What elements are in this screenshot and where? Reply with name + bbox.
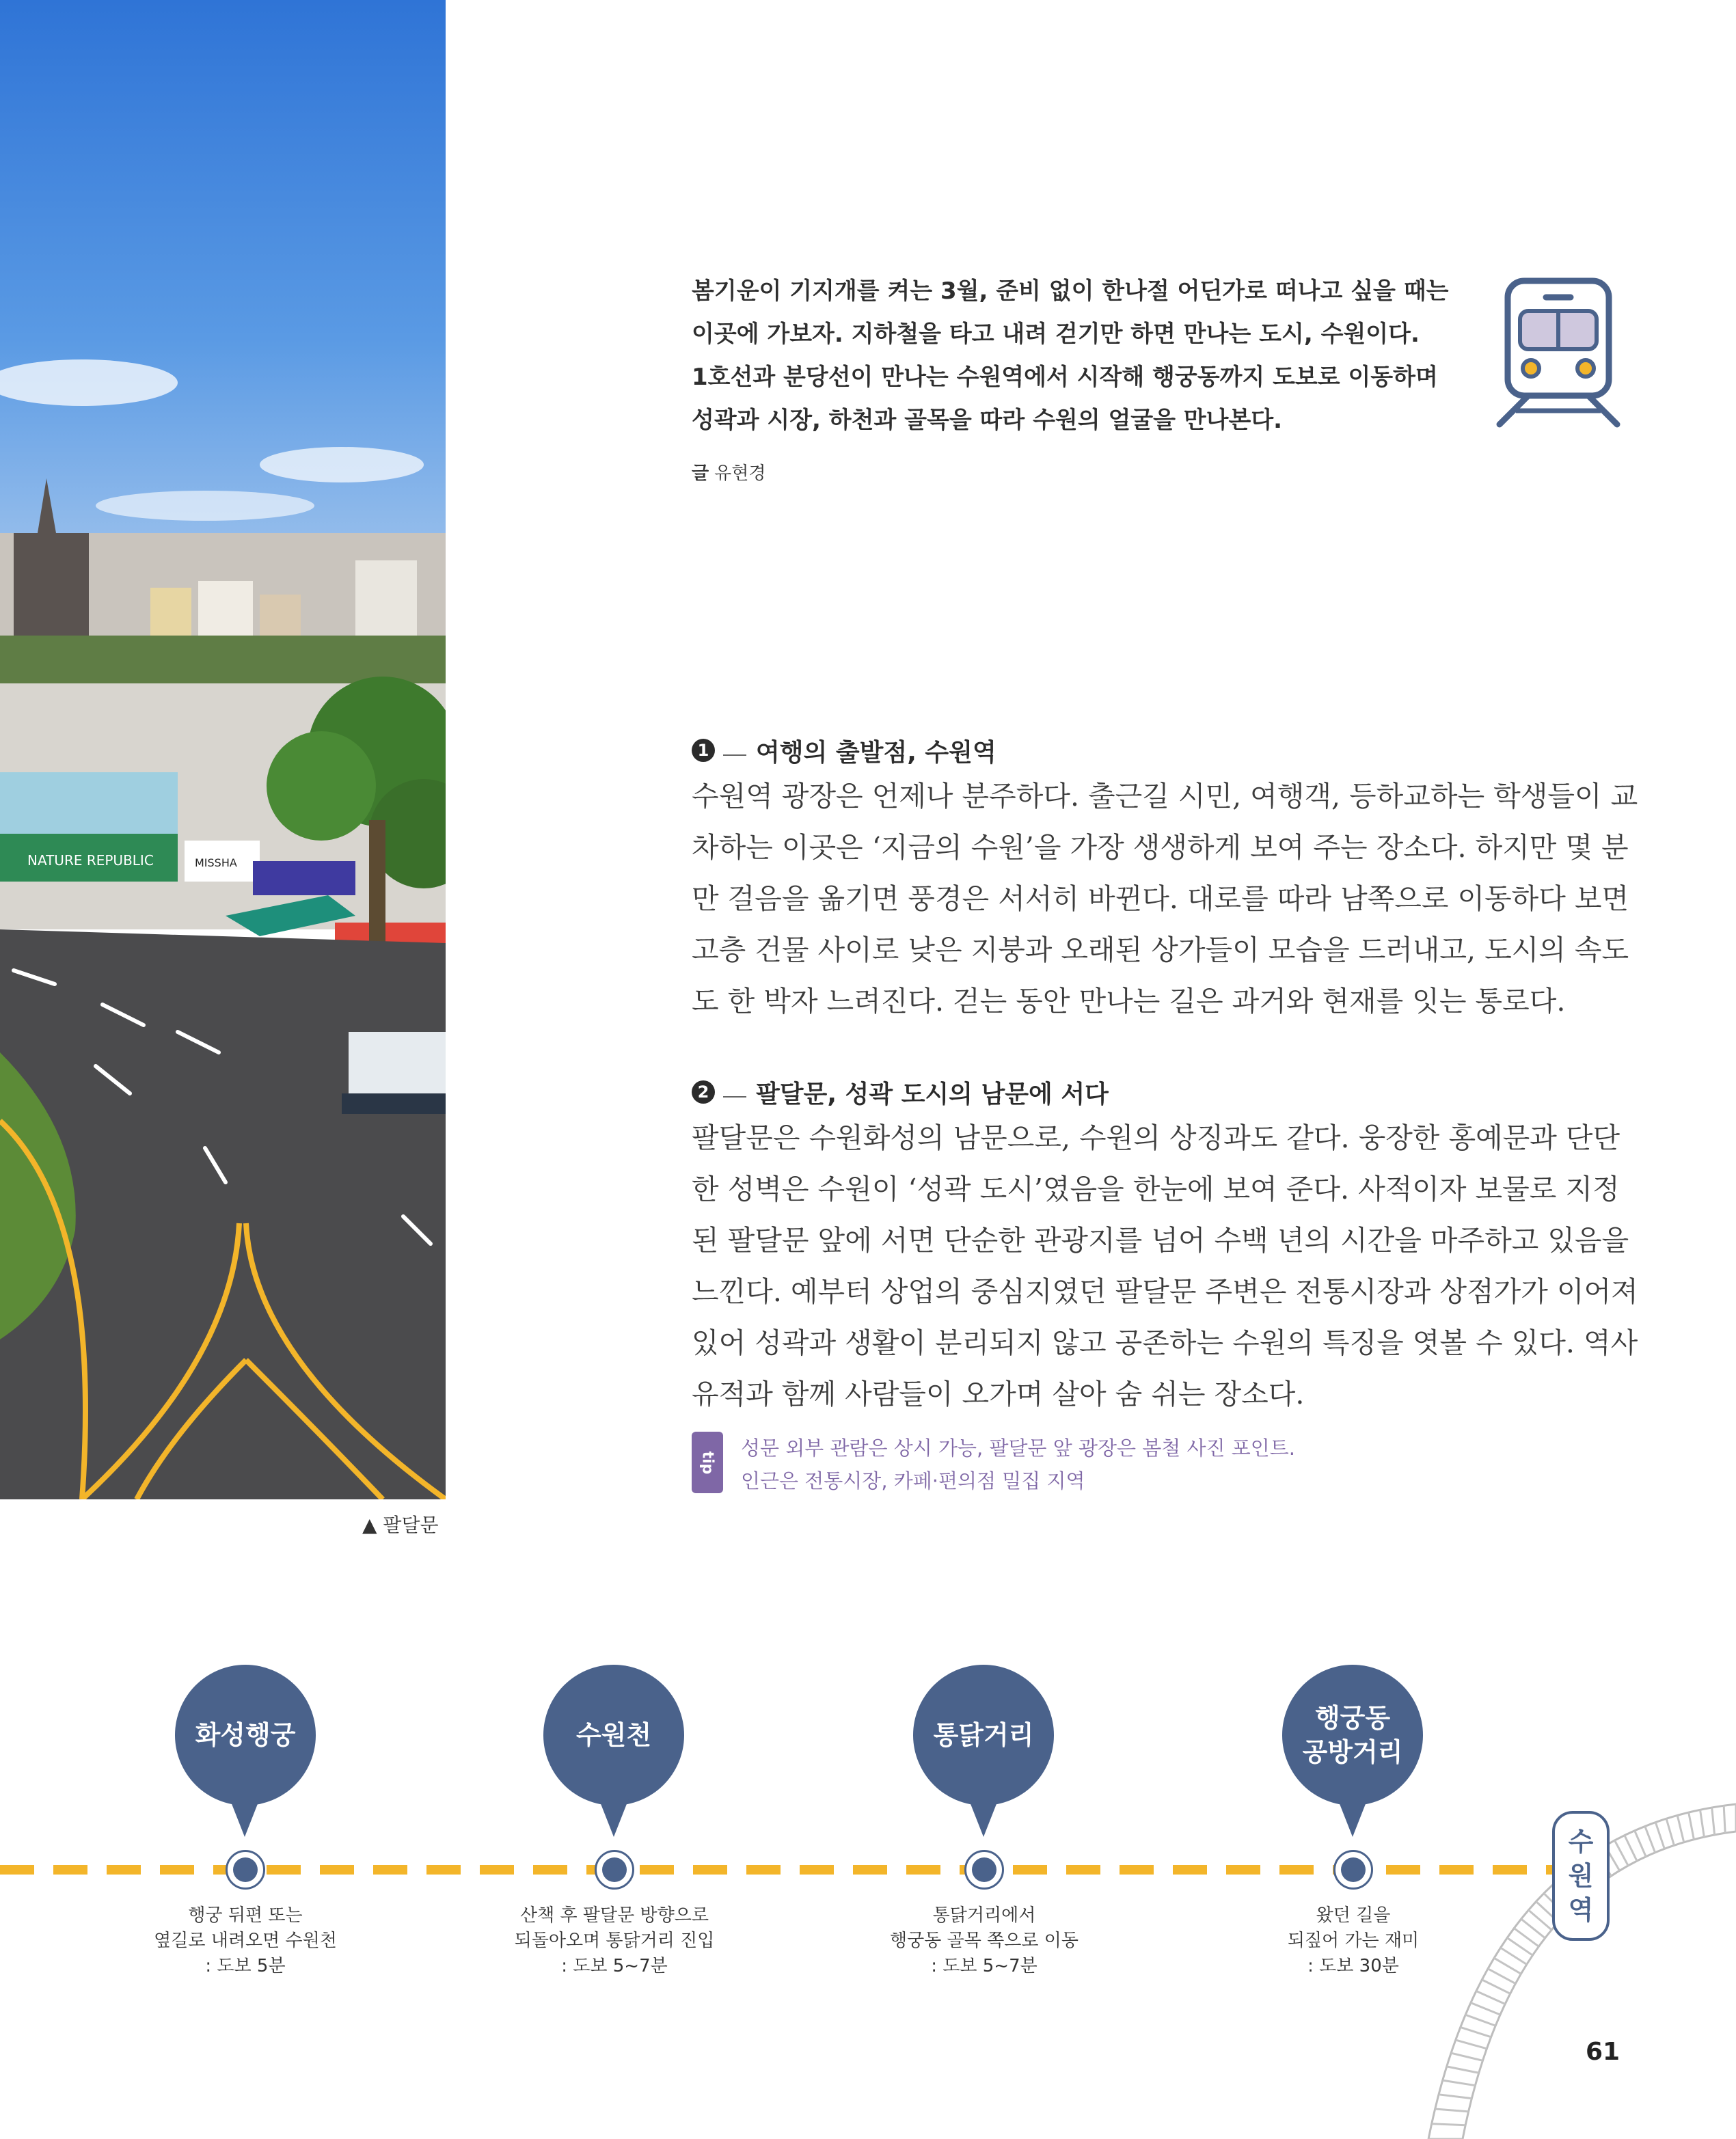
rail-tie [1645,1826,1655,1852]
section-number: 2 [692,1080,715,1104]
body-line: 만 걸음을 옮기면 풍경은 서서히 바뀐다. 대로를 따라 남쪽으로 이동하다 보면 [692,882,1629,915]
body-line: 유적과 함께 사람들이 오가며 살아 숨 쉬는 장소다. [692,1378,1305,1411]
rail-tie [1614,1840,1628,1866]
rail-tie [1465,2015,1495,2026]
rail-tie [1655,1823,1664,1849]
street-scene-illustration [0,0,446,1499]
rail-tie [1666,1818,1674,1845]
section-heading [692,730,1621,771]
heading-dash [723,754,746,756]
stop-marker [595,1850,634,1890]
intro-line: 이곳에 가보자. 지하철을 타고 내려 걷기만 하면 만나는 도시, 수원이다. [692,321,1420,348]
desc-line: : 도보 5분 [205,1956,286,1976]
stop-name: 화성행궁 [195,1720,296,1750]
desc-line: : 도보 5~7분 [561,1956,668,1976]
section-body [692,771,1638,1027]
bubble-tongdak-street [913,1665,1054,1806]
desc-line: 옆길로 내려오면 수원천 [154,1931,337,1951]
bubble-pointer [1338,1799,1368,1837]
bubble-pointer [599,1799,629,1837]
section-title: 팔달문, 성곽 도시의 남문에 서다 [756,1080,1109,1108]
heading-dash [723,1096,746,1098]
rail-tie [1677,1815,1684,1842]
stop-marker [964,1850,1004,1890]
tip-badge [692,1432,723,1493]
body-line: 고층 건물 사이로 낮은 지붕과 오래된 상가들이 모습을 드러내고, 도시의 속도 [692,934,1629,966]
stop-name: 공방거리 [1302,1737,1403,1767]
desc-line: 산책 후 팔달문 방향으로 [520,1905,709,1926]
byline [692,459,765,485]
store-sign-nature-republic: NATURE REPUBLIC [27,852,154,869]
stop-name: 통닭거리 [933,1720,1034,1750]
stop-description [1230,1903,1476,1979]
body-line: 한 성벽은 수원이 ‘성곽 도시’였음을 한눈에 보여 준다. 사적이자 보물로 지정 [692,1173,1620,1205]
rail-tie [1461,2027,1491,2036]
byline-label: 글 [692,463,709,484]
rail-tie [1635,1831,1646,1857]
palmaldmun-photo [0,0,446,1499]
intro-paragraph [692,270,1498,442]
tip-line: 성문 외부 관람은 상시 가능, 팔달문 앞 광장은 봄철 사진 포인트. [741,1436,1295,1460]
stop-description [861,1903,1107,1979]
tip-badge-label: tip [699,1451,716,1474]
stop-marker [1333,1850,1373,1890]
station-char: 수 [1568,1827,1594,1857]
body-line: 느낀다. 예부터 상업의 중심지였던 팔달문 주변은 전통시장과 상점가가 이어져 [692,1275,1638,1308]
suwon-station-tag [1552,1811,1610,1941]
desc-line: 왔던 길을 [1316,1905,1391,1926]
desc-line: 행궁 뒤편 또는 [188,1905,303,1926]
rail-tie [1443,2080,1476,2086]
desc-line: 통닭거리에서 [932,1905,1036,1926]
section-paldalmun [692,1072,1638,1420]
body-line: 차하는 이곳은 ‘지금의 수원’을 가장 생생하게 보여 주는 장소다. 하지만 몇 분 [692,831,1629,864]
rail-tie [1451,2053,1482,2060]
desc-line: : 도보 30분 [1307,1956,1399,1976]
section-suwon-station [692,730,1638,1027]
section-number: 1 [692,739,715,762]
photo-caption: ▲ 팔달문 [362,1514,439,1536]
bubble-hwaseong-haenggung [175,1665,316,1806]
page-number: 61 [1586,2038,1620,2066]
bubble-pointer [230,1799,260,1837]
rail-tie [1432,2124,1465,2125]
desc-line: 되짚어 가는 재미 [1287,1931,1420,1951]
rail-tie [1456,2040,1487,2049]
bubble-suwoncheon [543,1665,684,1806]
body-line: 팔달문은 수원화성의 남문으로, 수원의 상징과도 같다. 웅장한 홍예문과 단단 [692,1121,1620,1154]
intro-line: 성곽과 시장, 하천과 골목을 따라 수원의 얼굴을 만나본다. [692,407,1283,434]
intro-line: 봄기운이 기지개를 켜는 3월, 준비 없이 한나절 어딘가로 떠나고 싶을 때는 [692,277,1449,305]
rail-tie [1689,1812,1694,1840]
author-name: 유현경 [714,463,766,484]
rail-tie [1435,2109,1469,2112]
rail-tie [1712,1808,1715,1835]
desc-line: : 도보 5~7분 [931,1956,1037,1976]
rail-tie [1625,1836,1637,1862]
body-line: 있어 성곽과 생활이 분리되지 않고 공존하는 수원의 특징을 엿볼 수 있다. 역사 [692,1326,1638,1359]
rail-tie [1494,1958,1521,1974]
rail-tie [1482,1980,1510,1993]
section-body [692,1113,1638,1420]
tip-text [741,1432,1295,1497]
rail-tie [1439,2095,1471,2099]
train-icon [1495,277,1621,431]
section-title: 여행의 출발점, 수원역 [756,738,996,767]
rail-tie [1724,1806,1725,1833]
rail-tie [1471,2003,1500,2015]
rail-tie [1700,1810,1705,1837]
rail-tie [1507,1938,1532,1956]
rail-tie [1500,1948,1526,1964]
rail-tie [1476,1991,1505,2004]
station-char: 원 [1568,1861,1594,1891]
body-line: 된 팔달문 앞에 서면 단순한 관광지를 넘어 수백 년의 시간을 마주하고 있음을 [692,1224,1629,1257]
section-heading [692,1072,1621,1113]
rail-tie [1488,1969,1515,1984]
rail-tie [1447,2067,1479,2073]
desc-line: 행궁동 골목 쪽으로 이동 [890,1931,1079,1951]
station-char: 역 [1568,1895,1594,1925]
stop-name: 수원천 [575,1720,652,1750]
store-sign-missha: MISSHA [195,856,237,869]
tip-line: 인근은 전통시장, 카페·편의점 밀집 지역 [741,1469,1085,1493]
tip-box [692,1432,1295,1497]
stop-name: 행궁동 [1314,1703,1391,1733]
stop-marker [226,1850,265,1890]
stop-description [491,1903,737,1979]
intro-line: 1호선과 분당선이 만나는 수원역에서 시작해 행궁동까지 도보로 이동하며 [692,364,1438,391]
bubble-haenggung-craft-street [1282,1665,1423,1806]
bubble-pointer [968,1799,999,1837]
desc-line: 되돌아오며 통닭거리 진입 [514,1931,715,1951]
stop-description [122,1903,368,1979]
body-line: 수원역 광장은 언제나 분주하다. 출근길 시민, 여행객, 등하교하는 학생들이 교 [692,780,1638,813]
body-line: 도 한 박자 느려진다. 걷는 동안 만나는 길은 과거와 현재를 잇는 통로다. [692,985,1566,1018]
